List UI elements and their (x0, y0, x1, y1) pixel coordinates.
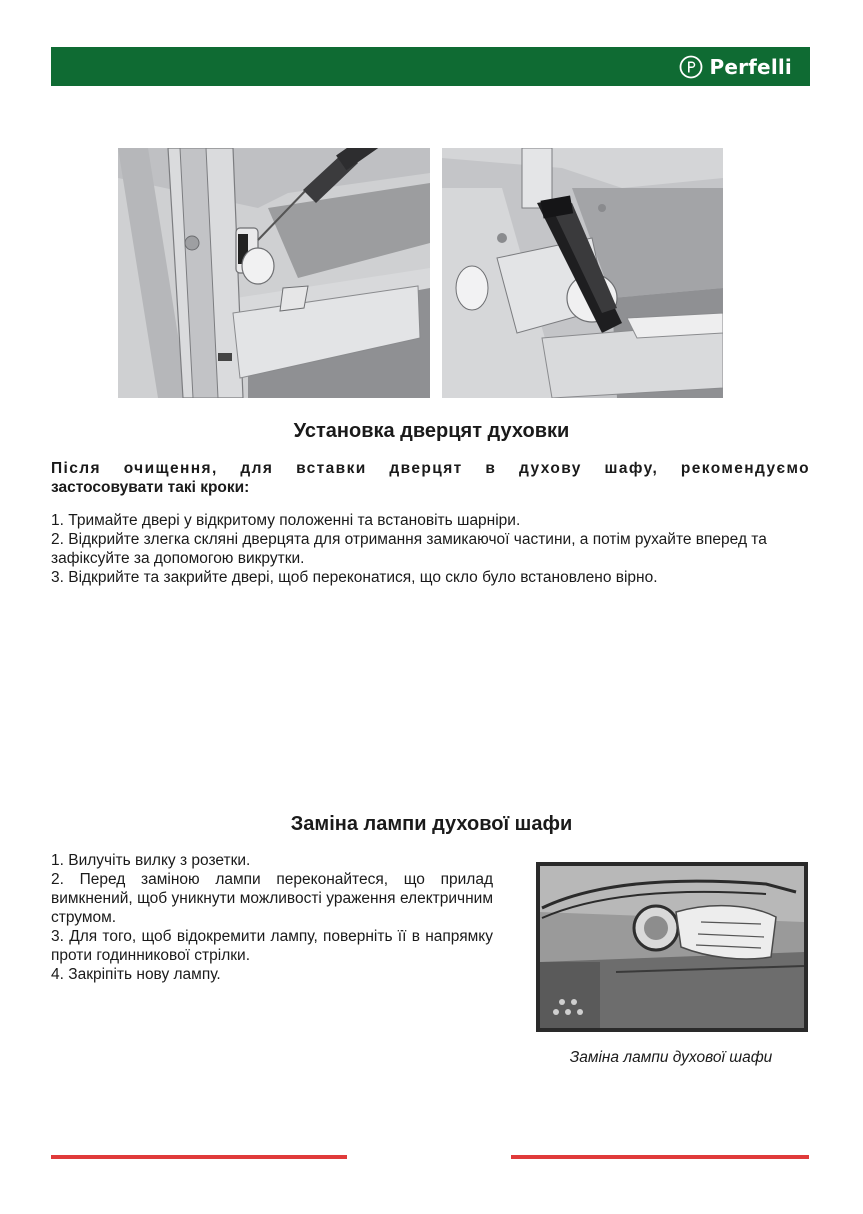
lamp-steps-list (51, 851, 493, 984)
perfelli-logo-icon (679, 55, 703, 79)
door-step: 3. Відкрийте та закрийте двері, щоб переконатися, що скло було встановлено вірно. (51, 569, 658, 586)
brand (679, 47, 792, 86)
door-hinge-illustration-left (118, 148, 430, 398)
lamp-photo-caption: Заміна лампи духової шафи (569, 1049, 773, 1066)
oven-lamp-photo (536, 862, 808, 1032)
lamp-step: 3. Для того, щоб відокремити лампу, поверніть її в напрямку проти годинникової стрілки. (51, 928, 493, 964)
door-steps-list (51, 511, 813, 587)
lamp-replacement-heading: Заміна лампи духової шафи (290, 813, 573, 835)
door-intro-line1: Після очищення, для вставки дверцят в духову шафу, рекомендуємо (51, 460, 810, 477)
door-installation-heading: Установка дверцят духовки (293, 420, 570, 442)
brand-name: Perfelli (709, 54, 792, 79)
screwdriver-hinge-illustration-icon (118, 148, 430, 398)
footer-line-left (51, 1155, 347, 1159)
door-hinge-illustration-right (442, 148, 723, 398)
footer-line-right (511, 1155, 809, 1159)
door-intro-line2: застосовувати такі кроки: (51, 479, 250, 496)
door-step: 1. Тримайте двері у відкритому положенні та встановіть шарніри. (51, 512, 521, 529)
lamp-step: 1. Вилучіть вилку з розетки. (51, 852, 251, 869)
door-step: 2. Відкрийте злегка скляні дверцята для отримання замикаючої частини, а потім рухайте вперед та зафіксуйте за допомогою викрутки. (51, 531, 767, 567)
oven-lamp-photo-icon (536, 862, 808, 1032)
hinge-clip-illustration-icon (442, 148, 723, 398)
lamp-step: 4. Закріпіть нову лампу. (51, 966, 221, 983)
door-intro-text (51, 459, 810, 497)
lamp-step: 2. Перед заміною лампи переконайтеся, що прилад вимкнений, щоб уникнути можливості ураження електричним струмом. (51, 871, 493, 926)
header-bar (51, 47, 810, 86)
